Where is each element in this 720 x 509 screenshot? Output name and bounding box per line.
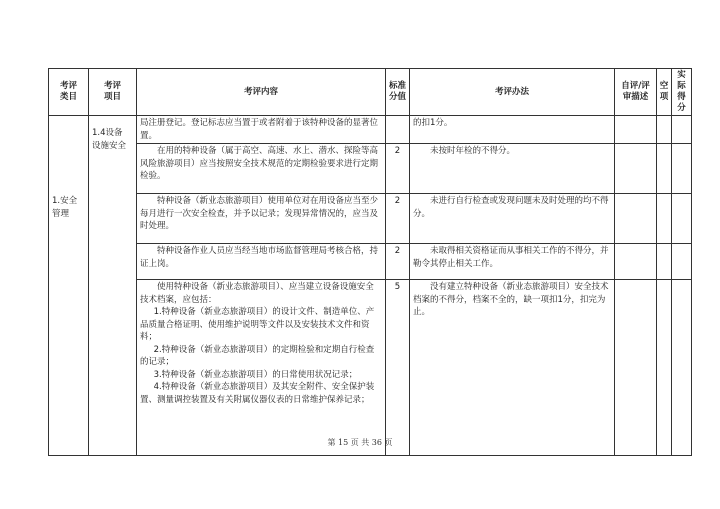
content-cell: 局注册登记。登记标志应当置于或者附着于该特种设备的显著位置。 (137, 116, 386, 144)
table-row (49, 144, 692, 194)
header-actual-score: 实际 得分 (672, 69, 692, 116)
category-cell: 1.安全 管理 (49, 116, 89, 456)
self-eval-cell (615, 144, 657, 194)
actual-score-cell (672, 194, 692, 244)
actual-score-cell (672, 116, 692, 144)
table-row (49, 116, 692, 144)
score-cell: 2 (386, 194, 410, 244)
self-eval-cell (615, 280, 657, 456)
score-cell: 2 (386, 144, 410, 194)
blank-cell (657, 194, 672, 244)
self-eval-cell (615, 116, 657, 144)
method-cell: 没有建立特种设备（新业态旅游项目）安全技术档案的不得分，档案不全的，缺一项扣1分，扣完为止。 (410, 280, 615, 456)
content-cell: 在用的特种设备（属于高空、高速、水上、潜水、探险等高风险旅游项目）应当按照安全技术规范的定期检验要求进行定期检验。 (137, 144, 386, 194)
content-cell: 特种设备作业人员应当经当地市场监督管理局考核合格，持证上岗。 (137, 244, 386, 280)
blank-cell (657, 116, 672, 144)
actual-score-cell (672, 244, 692, 280)
header-self-eval: 自评/评审描述 (615, 69, 657, 116)
header-method: 考评办法 (410, 69, 615, 116)
header-content: 考评内容 (137, 69, 386, 116)
content-line: 3.特种设备（新业态旅游项目）的日常使用状况记录； (153, 369, 358, 380)
method-cell: 的扣1分。 (410, 116, 615, 144)
table-row (49, 280, 692, 456)
content-cell: 特种设备（新业态旅游项目）使用单位对在用设备应当至少每月进行一次安全检查，并予以记录；发现异常情况的，应当及时处理。 (137, 194, 386, 244)
content-line: 2.特种设备（新业态旅游项目）的定期检验和定期自行检查的记录； (140, 344, 375, 367)
method-cell: 未进行自行检查或发现问题未及时处理的均不得分。 (410, 194, 615, 244)
header-category: 考评 类目 (49, 69, 89, 116)
method-cell: 未按时年检的不得分。 (410, 144, 615, 194)
blank-cell (657, 244, 672, 280)
blank-cell (657, 280, 672, 456)
header-score: 标准 分值 (386, 69, 410, 116)
actual-score-cell (672, 280, 692, 456)
item-cell: 1.4设备 设施安全 (89, 116, 137, 456)
content-line: 1.特种设备（新业态旅游项目）的设计文件、制造单位、产品质量合格证明、使用维护说明等文件以及安装技术文件和资料； (140, 307, 375, 342)
score-cell (386, 116, 410, 144)
blank-cell (657, 144, 672, 194)
table-row (49, 244, 692, 280)
self-eval-cell (615, 244, 657, 280)
method-cell: 未取得相关资格证而从事相关工作的不得分，并勒令其停止相关工作。 (410, 244, 615, 280)
table-row (49, 194, 692, 244)
header-item: 考评 项目 (89, 69, 137, 116)
content-line: 使用特种设备（新业态旅游项目）、应当建立设备设施安全技术档案，应包括： (140, 282, 374, 305)
content-cell (137, 280, 386, 456)
score-cell: 5 (386, 280, 410, 456)
content-line: 4.特种设备（新业态旅游项目）及其安全附件、安全保护装置、测量调控装置及有关附属仪器仪表的日常维护保养记录； (140, 382, 375, 405)
evaluation-table (48, 68, 692, 456)
actual-score-cell (672, 144, 692, 194)
page-number-footer: 第 15 页 共 36 页 (327, 438, 393, 447)
self-eval-cell (615, 194, 657, 244)
score-cell: 2 (386, 244, 410, 280)
table-header-row (49, 69, 692, 116)
evaluation-table-page (48, 68, 691, 456)
header-blank: 空 项 (657, 69, 672, 116)
